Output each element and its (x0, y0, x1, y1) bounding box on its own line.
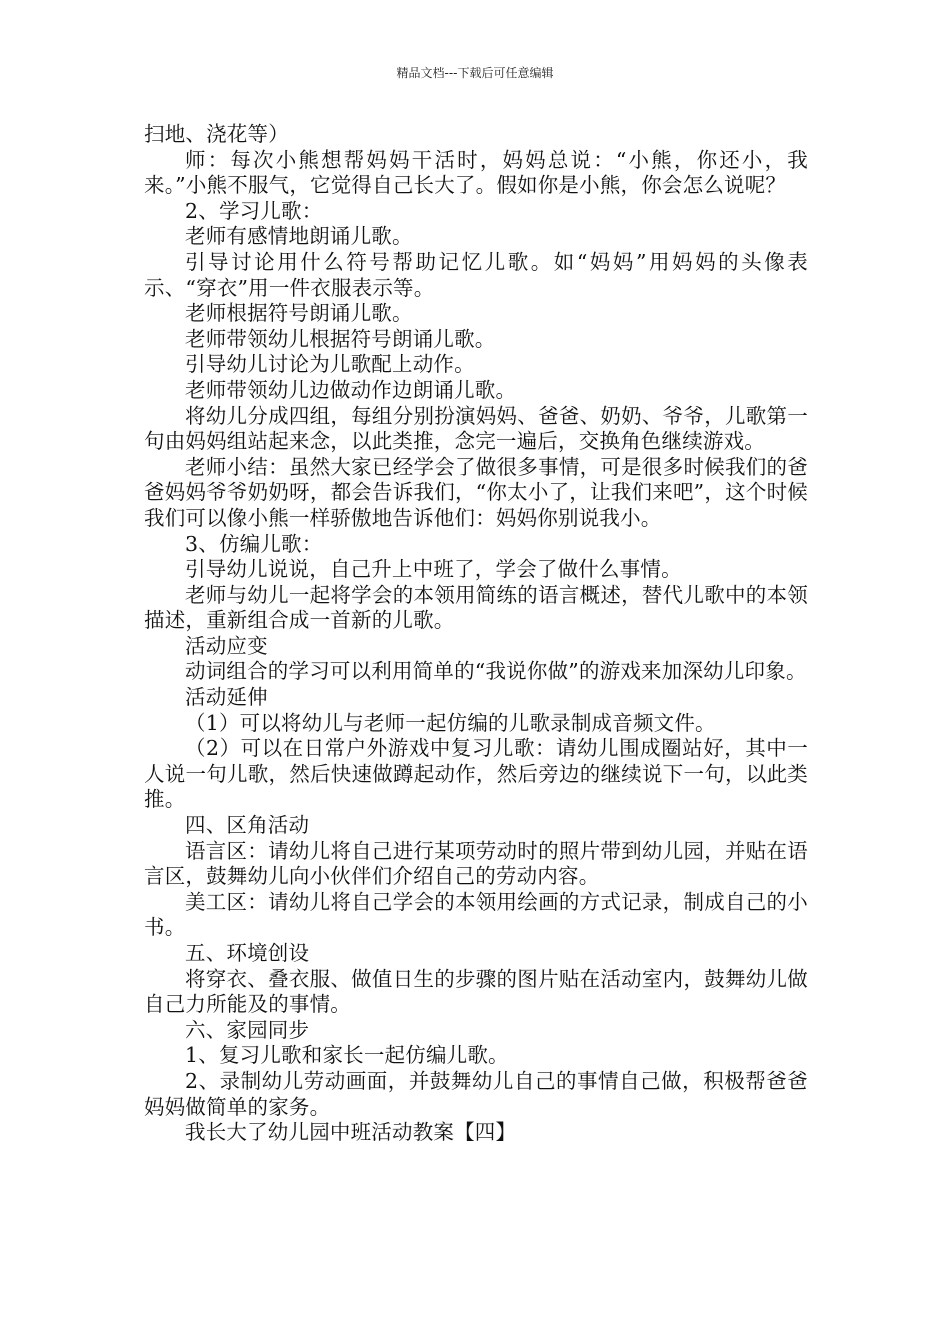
paragraph: 动词组合的学习可以利用简单的“我说你做”的游戏来加深幼儿印象。 (185, 659, 807, 684)
paragraph: 老师与幼儿一起将学会的本领用简练的语言概述，替代儿歌中的本领描述，重新组合成一首新的儿歌。 (144, 582, 808, 633)
paragraph: 引导幼儿讨论为儿歌配上动作。 (185, 352, 475, 377)
paragraph: 1、复习儿歌和家长一起仿编儿歌。 (185, 1043, 509, 1068)
paragraph: 老师根据符号朗诵儿歌。 (185, 301, 413, 326)
paragraph: 2、录制幼儿劳动画面，并鼓舞幼儿自己的事情自己做，积极帮爸爸妈妈做简单的家务。 (144, 1068, 808, 1119)
paragraph: 美工区：请幼儿将自己学会的本领用绘画的方式记录，制成自己的小书。 (144, 889, 808, 940)
section-heading: 四、区角活动 (185, 813, 310, 838)
paragraph: 老师带领幼儿根据符号朗诵儿歌。 (185, 326, 496, 351)
paragraph: 师：每次小熊想帮妈妈干活时，妈妈总说：“小熊，你还小，我来。”小熊不服气，它觉得自己长大了。假如你是小熊，你会怎么说呢？ (144, 147, 808, 198)
paragraph: 老师小结：虽然大家已经学会了做很多事情，可是很多时候我们的爸爸妈妈爷爷奶奶呀，都会告诉我们，“你太小了，让我们来吧”，这个时候我们可以像小熊一样骄傲地告诉他们：妈妈你别说我小。 (144, 454, 808, 530)
paragraph: （2）可以在日常户外游戏中复习儿歌：请幼儿围成圈站好，其中一人说一句儿歌，然后快速做蹲起动作，然后旁边的继续说下一句，以此类推。 (144, 736, 808, 812)
paragraph: （1）可以将幼儿与老师一起仿编的儿歌录制成音频文件。 (185, 710, 716, 735)
paragraph: 语言区：请幼儿将自己进行某项劳动时的照片带到幼儿园，并贴在语言区，鼓舞幼儿向小伙伴们介绍自己的劳动内容。 (144, 838, 808, 889)
section-heading: 六、家园同步 (185, 1017, 310, 1042)
paragraph: 将幼儿分成四组，每组分别扮演妈妈、爸爸、奶奶、爷爷，儿歌第一句由妈妈组站起来念，以此类推，念完一遍后，交换角色继续游戏。 (144, 403, 808, 454)
document-body (144, 122, 808, 1146)
page-header: 精品文档---下载后可任意编辑 (396, 66, 554, 80)
section-heading: 活动延伸 (185, 685, 268, 710)
section-heading: 五、环境创设 (185, 941, 310, 965)
paragraph: 扫地、浇花等） (144, 122, 289, 146)
paragraph: 老师有感情地朗诵儿歌。 (185, 224, 413, 249)
paragraph: 引导讨论用什么符号帮助记忆儿歌。如“妈妈”用妈妈的头像表示、“穿衣”用一件衣服表示等。 (144, 249, 808, 300)
paragraph: 将穿衣、叠衣服、做值日生的步骤的图片贴在活动室内，鼓舞幼儿做自己力所能及的事情。 (144, 966, 808, 1017)
paragraph: 老师带领幼儿边做动作边朗诵儿歌。 (185, 377, 517, 402)
section-heading: 3、仿编儿歌： (185, 531, 323, 556)
document-title: 我长大了幼儿园中班活动教案【四】 (185, 1120, 517, 1145)
paragraph: 引导幼儿说说，自己升上中班了，学会了做什么事情。 (185, 557, 682, 582)
section-heading: 活动应变 (185, 633, 268, 658)
section-heading: 2、学习儿歌： (185, 198, 323, 223)
